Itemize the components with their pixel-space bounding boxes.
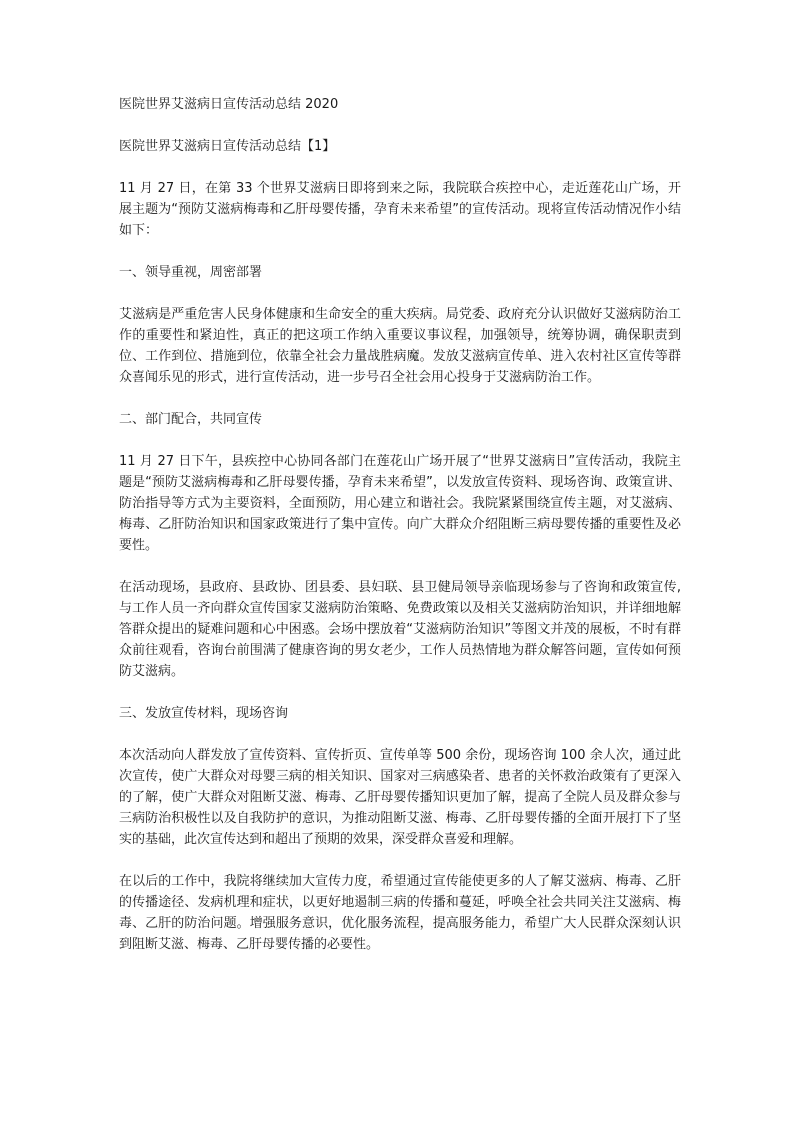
document-title: 医院世界艾滋病日宣传活动总结 2020 [119, 97, 339, 112]
section-1-heading: 一、领导重视，周密部署 [119, 265, 263, 280]
section-2-paragraph-2: 在活动现场，县政府、县政协、团县委、县妇联、县卫健局领导亲临现场参与了咨询和政策宣传,与工作人员一齐向群众宣传国家艾滋病防治策略、免费政策以及相关艾滋病防治知识，并详细地解答群众提出的疑难问题和心中困惑。会场中摆放着“艾滋病防治知识”等图文并茂的展板，不时有群众前往观看，咨询台前围满了健康咨询的男女老少，工作人员热情地为群众解答问题，宣传如何预防艾滋病。 [119, 580, 681, 679]
document-subtitle: 医院世界艾滋病日宣传活动总结【1】 [119, 139, 336, 154]
intro-paragraph: 11 月 27 日，在第 33 个世界艾滋病日即将到来之际，我院联合疾控中心，走近莲花山广场，开展主题为“预防艾滋病梅毒和乙肝母婴传播，孕育未来希望”的宣传活动。现将宣传活动情况作小结如下： [119, 181, 681, 238]
section-1-paragraph: 艾滋病是严重危害人民身体健康和生命安全的重大疾病。局党委、政府充分认识做好艾滋病防治工作的重要性和紧迫性，真正的把这项工作纳入重要议事议程，加强领导，统筹协调，确保职责到位、工作到位、措施到位，依靠全社会力量战胜病魔。发放艾滋病宣传单、进入农村社区宣传等群众喜闻乐见的形式，进行宣传活动，进一步号召全社会用心投身于艾滋病防治工作。 [119, 307, 681, 385]
section-2-paragraph-1: 11 月 27 日下午，县疾控中心协同各部门在莲花山广场开展了“世界艾滋病日”宣传活动，我院主题是“预防艾滋病梅毒和乙肝母婴传播，孕育未来希望”，以发放宣传资料、现场咨询、政策宣讲、防治指导等方式为主要资料，全面预防，用心建立和谐社会。我院紧紧围绕宣传主题，对艾滋病、梅毒、乙肝防治知识和国家政策进行了集中宣传。向广大群众介绍阻断三病母婴传播的重要性及必要性。 [119, 454, 681, 553]
section-3-paragraph-1: 本次活动向人群发放了宣传资料、宣传折页、宣传单等 500 余份，现场咨询 100 余人次，通过此次宣传，使广大群众对母婴三病的相关知识、国家对三病感染者、患者的关怀救治政策有了更深入的了解，使广大群众对阻断艾滋、梅毒、乙肝母婴传播知识更加了解，提高了全院人员及群众参与三病防治积极性以及自我防护的意识，为推动阻断艾滋、梅毒、乙肝母婴传播的全面开展打下了坚实的基础，此次宣传达到和超出了预期的效果，深受群众喜爱和理解。 [119, 748, 681, 847]
section-2-heading: 二、部门配合，共同宣传 [119, 412, 263, 427]
section-3-heading: 三、发放宣传材料，现场咨询 [119, 706, 289, 721]
section-3-paragraph-2: 在以后的工作中，我院将继续加大宣传力度，希望通过宣传能使更多的人了解艾滋病、梅毒、乙肝的传播途径、发病机理和症状，以更好地遏制三病的传播和蔓延，呼唤全社会共同关注艾滋病、梅毒、乙肝的防治问题。增强服务意识，优化服务流程，提高服务能力，希望广大人民群众深刻认识到阻断艾滋、梅毒、乙肝母婴传播的必要性。 [119, 874, 681, 952]
document-body [119, 94, 681, 955]
